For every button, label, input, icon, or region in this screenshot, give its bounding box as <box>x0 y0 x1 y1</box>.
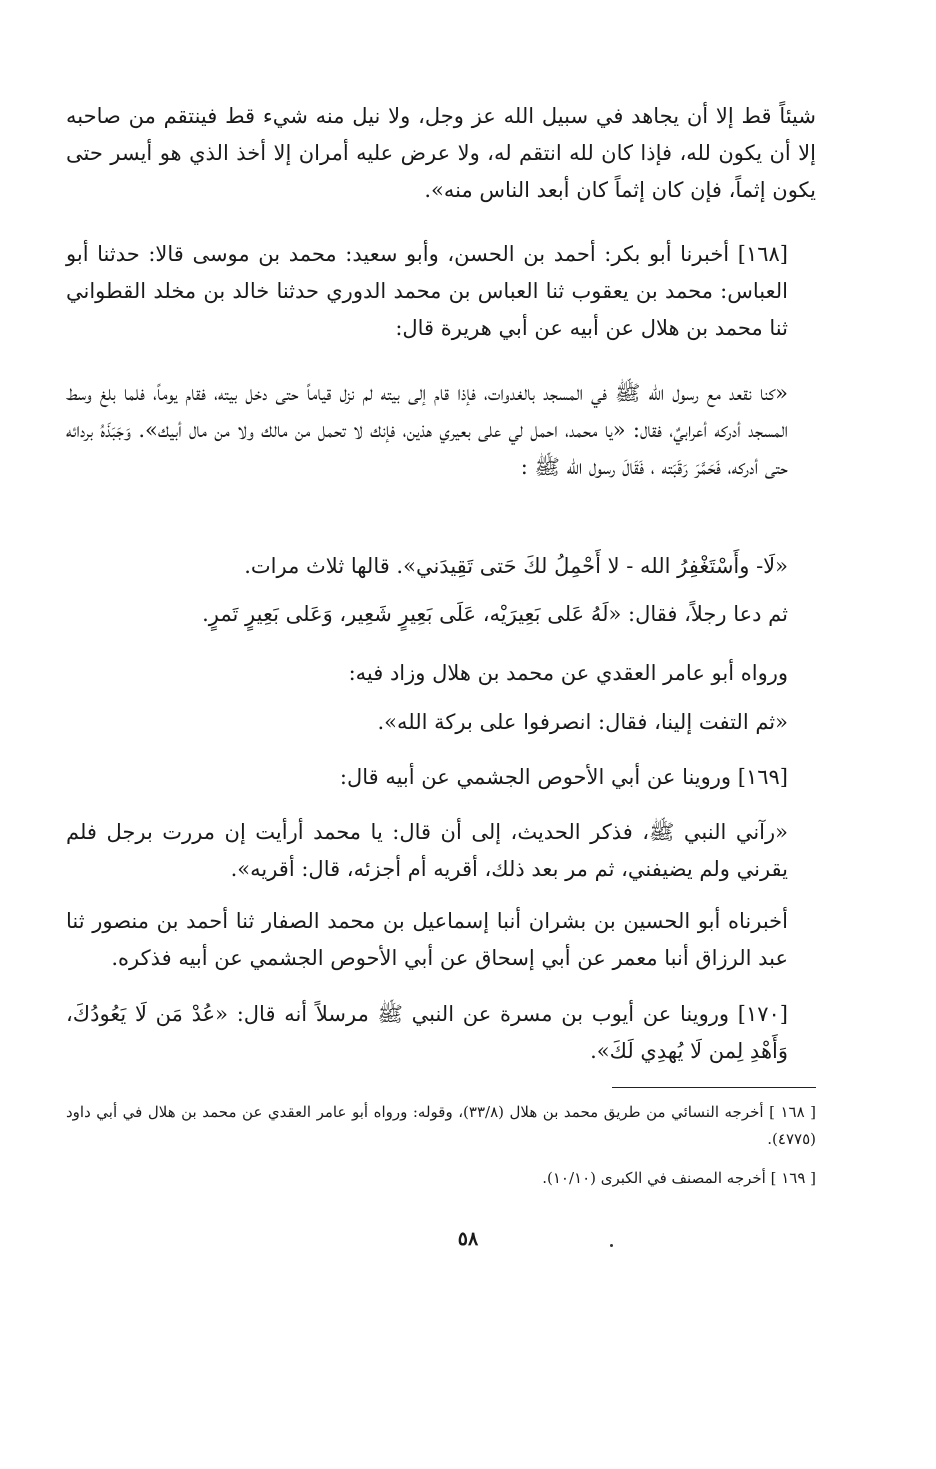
paragraph-text: أخبرناه أبو الحسين بن بشران أنبا إسماعيل بن محمد الصفار ثنا أحمد بن منصور ثنا عبد الرزاق أنبا معمر عن أبي إسحاق عن أبي الأحوص الجشمي عن أبيه فذكره. <box>66 909 788 970</box>
paragraph-hadith-end <box>66 98 816 208</box>
paragraph-text: [١٦٩] وروينا عن أبي الأحوص الجشمي عن أبيه قال: <box>339 765 788 789</box>
paragraph-called-man <box>66 596 816 633</box>
paragraph-text: «كنا نقعد مع رسول الله ﷺ في المسجد بالغدوات، فإذا قام إلى بيته لم نزل قياماً حتى دخل بيته، فقام يوماً، فلما بلغ وسط المسجد أدركه أعرابيٌ، فقال: «يا محمد، احمل لي على بعيري هذين، فإنك لا تحمل من مالك ولا من مال أبيك». وَجَبَذَهُ بردائه حتى أدركه، فَحَمَّرَ رَقَبَته ، فَقَالَ رسول الله ﷺ : <box>66 381 788 479</box>
footnote-divider <box>612 1087 816 1088</box>
paragraph-hadith-169-chain <box>66 903 816 977</box>
page-number: ٥٨ <box>457 1228 479 1250</box>
footnote-169 <box>66 1165 816 1192</box>
paragraph-hadith-169-matn <box>66 814 816 888</box>
scan-speck <box>610 1244 613 1247</box>
paragraph-hadith-170 <box>66 996 816 1070</box>
paragraph-narration-note <box>66 655 816 692</box>
footnote-168 <box>66 1099 816 1153</box>
paragraph-text: «لَا- وأَسْتَغْفِرُ الله - لا أَحْمِلُ لكَ حَتى تَقِيدَني». قالها ثلاث مرات. <box>244 554 788 578</box>
paragraph-text: [١٦٨] أخبرنا أبو بكر: أحمد بن الحسن، وأبو سعيد: محمد بن موسى قالا: حدثنا أبو العباس: محمد بن يعقوب ثنا العباس بن محمد الدوري حدثنا خالد بن مخلد القطواني ثنا محمد بن هلال عن أبيه عن أبي هريرة قال: <box>66 242 788 340</box>
paragraph-addition <box>66 704 816 741</box>
paragraph-text: «ثم التفت إلينا، فقال: انصرفوا على بركة الله». <box>377 710 788 734</box>
footnote-text: [ ١٦٩ ] أخرجه المصنف في الكبرى (١٠/١٠). <box>542 1169 816 1187</box>
paragraph-text: ثم دعا رجلاً، فقال: «لَهُ عَلى بَعِيرَيْه، عَلَى بَعِيرٍ شَعِير، وَعَلى بَعِيرٍ تَمرٍ. <box>202 602 788 626</box>
paragraph-hadith-168-matn <box>66 375 816 485</box>
paragraph-text: شيئاً قط إلا أن يجاهد في سبيل الله عز وجل، ولا نيل منه شيء قط فينتقم من صاحبه إلا أن يكون لله، فإذا كان لله انتقم له، ولا عرض عليه أمران إلا أخذ الذي هو أيسر حتى يكون إثماً، فإن كان إثماً كان أبعد الناس منه». <box>66 104 816 202</box>
paragraph-prophet-reply <box>66 548 816 585</box>
paragraph-hadith-168-isnad <box>66 236 816 346</box>
paragraph-text: «رآني النبي ﷺ، فذكر الحديث، إلى أن قال: يا محمد أرأيت إن مررت برجل فلم يقرني ولم يضيفني، ثم مر بعد ذلك، أقريه أم أجزئه، قال: أقريه». <box>66 820 788 881</box>
footnote-text: [ ١٦٨ ] أخرجه النسائي من طريق محمد بن هلال (٣٣/٨)، وقوله: ورواه أبو عامر العقدي عن محمد بن هلال في أبي داود (٤٧٧٥). <box>66 1103 816 1148</box>
paragraph-hadith-169-isnad <box>66 759 816 796</box>
paragraph-text: ورواه أبو عامر العقدي عن محمد بن هلال وزاد فيه: <box>348 661 788 685</box>
paragraph-text: [١٧٠] وروينا عن أيوب بن مسرة عن النبي ﷺ مرسلاً أنه قال: «عُدْ مَن لَا يَعُودُكَ، وَأَهْدِ لِمن لَا يُهدِي لَكَ». <box>66 1002 788 1063</box>
